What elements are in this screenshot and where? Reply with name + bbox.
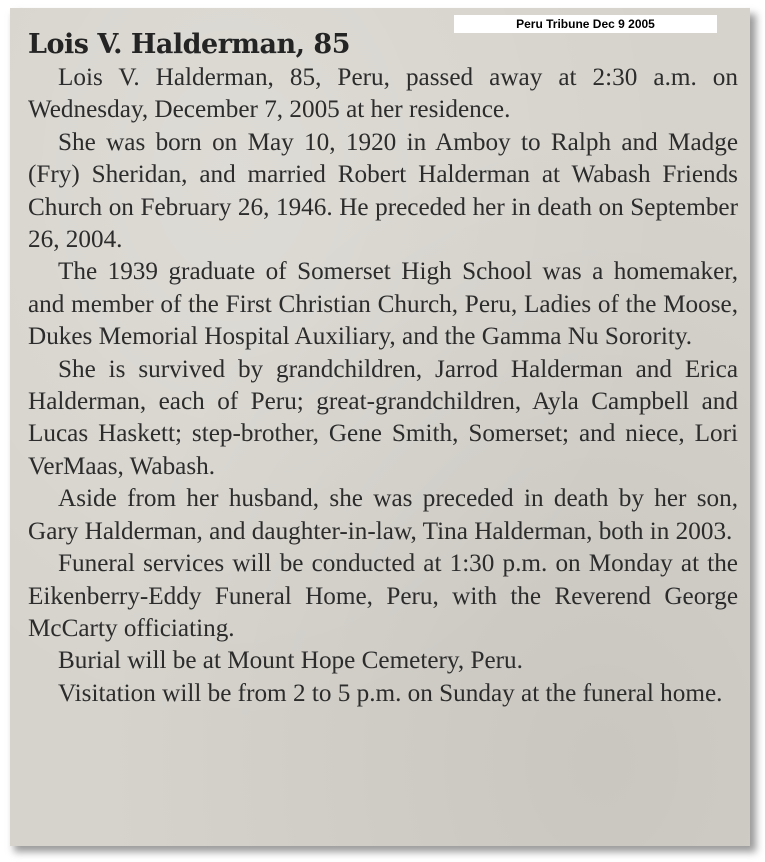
obituary-headline: Lois V. Halderman, 85 [28, 29, 350, 60]
source-caption: Peru Tribune Dec 9 2005 [454, 15, 717, 33]
paragraph-death-notice: Lois V. Halderman, 85, Peru, passed away at 2:30 a.m. on Wednesday, December 7, 2005 at her residence. [28, 64, 738, 124]
paragraph-funeral-services: Funeral services will be conducted at 1:30 p.m. on Monday at the Eikenberry-Eddy Funeral Home, Peru, with the Reverend George McCarty officiating. [28, 550, 738, 642]
paragraph-visitation: Visitation will be from 2 to 5 p.m. on Sunday at the funeral home. [58, 679, 723, 707]
obituary-body [28, 62, 738, 710]
paragraph-preceded-in-death: Aside from her husband, she was preceded in death by her son, Gary Halderman, and daughter-in-law, Tina Halderman, both in 2003. [28, 485, 738, 545]
newspaper-clipping [10, 8, 750, 846]
paragraph-birth-marriage: She was born on May 10, 1920 in Amboy to Ralph and Madge (Fry) Sheridan, and married Robert Halderman at Wabash Friends Church on February 26, 1946. He preceded her in death on September 26, 2004. [28, 128, 738, 254]
paragraph-burial: Burial will be at Mount Hope Cemetery, Peru. [58, 647, 523, 675]
paragraph-education-memberships: The 1939 graduate of Somerset High School was a homemaker, and member of the First Christian Church, Peru, Ladies of the Moose, Dukes Memorial Hospital Auxiliary, and the Gamma Nu Sorority. [28, 258, 738, 351]
paragraph-survivors: She is survived by grandchildren, Jarrod Halderman and Erica Halderman, each of Peru; great-grandchildren, Ayla Campbell and Lucas Haskett; step-brother, Gene Smith, Somerset; and niece, Lori VerMaas, Wabash. [28, 355, 738, 480]
